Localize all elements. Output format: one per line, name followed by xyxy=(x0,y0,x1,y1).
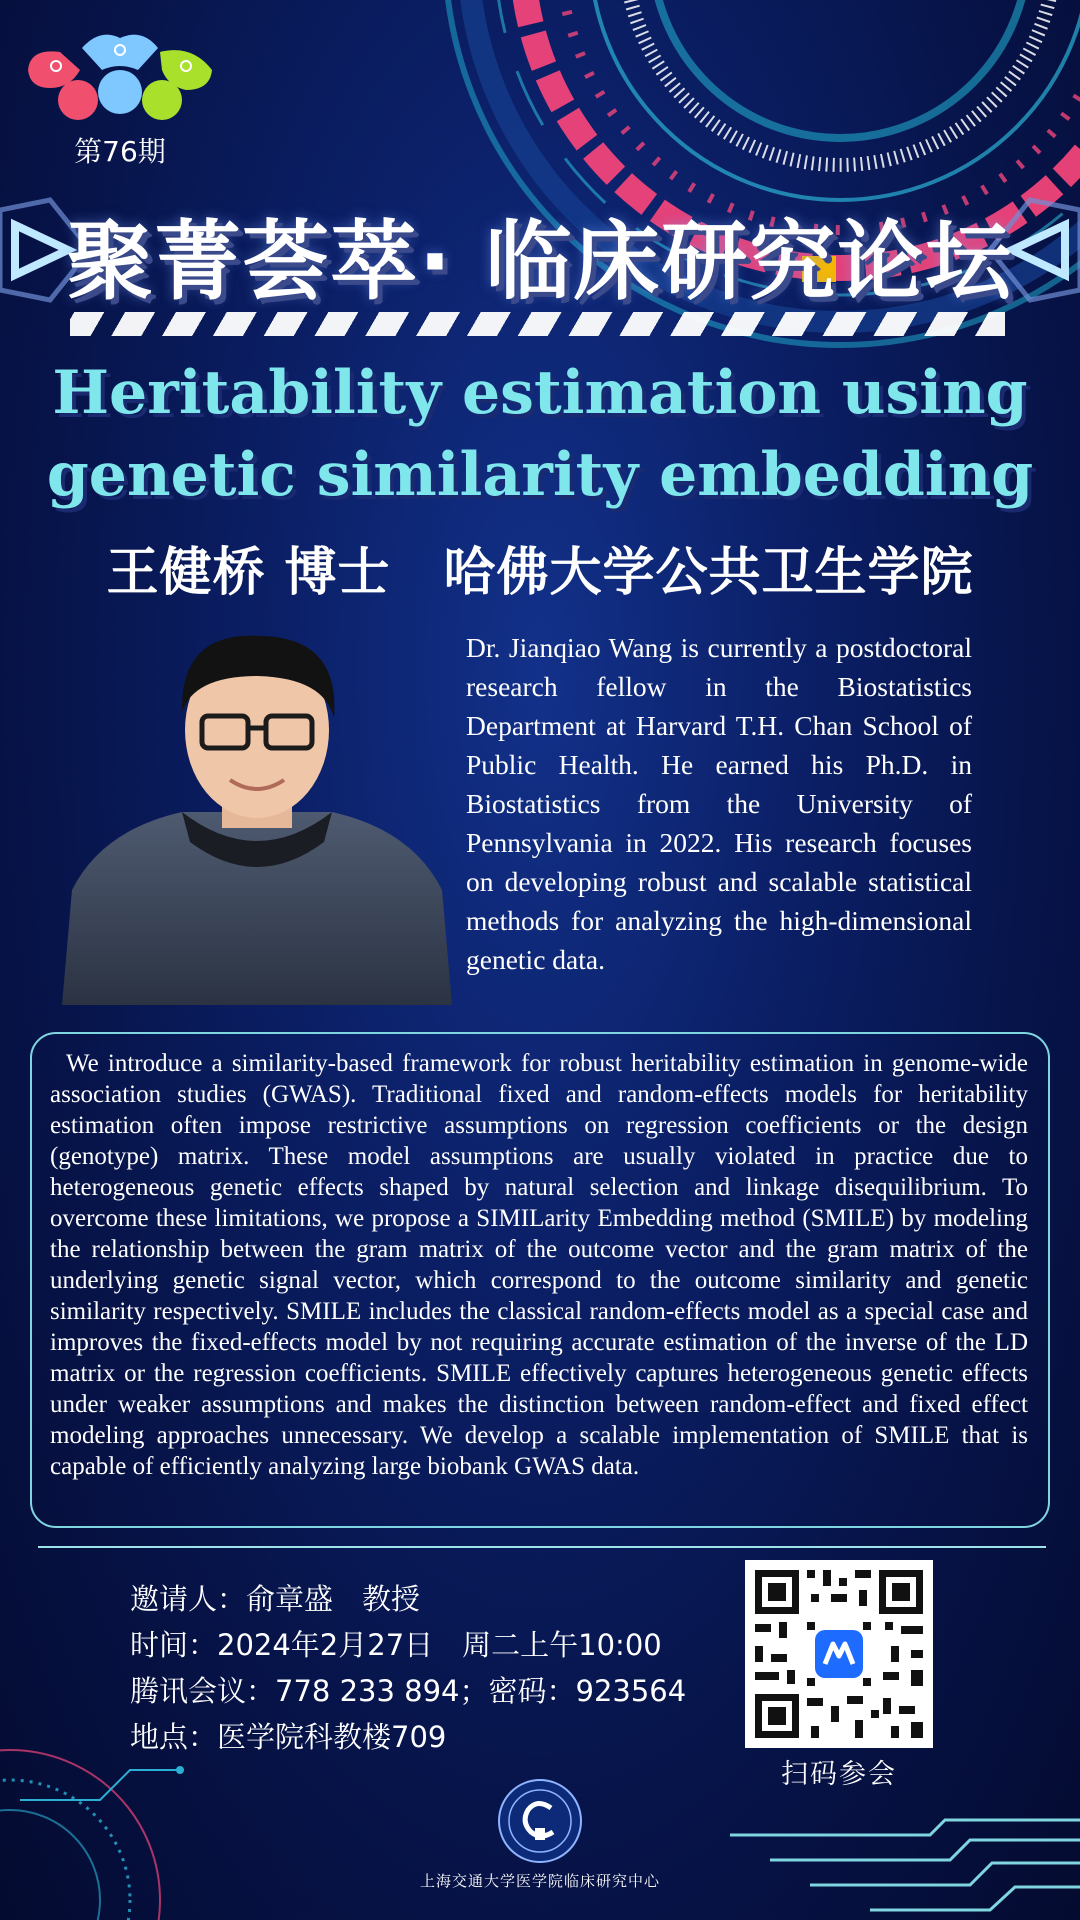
issue-label: 第76期 xyxy=(74,135,166,168)
speaker-photo xyxy=(62,620,452,1005)
qr-caption: 扫码参会 xyxy=(781,1759,897,1790)
decorative-circles xyxy=(0,1690,210,1920)
event-info xyxy=(130,1576,686,1760)
meeting-row: 腾讯会议：778 233 894；密码：923564 xyxy=(130,1674,687,1708)
abstract-box xyxy=(30,1032,1050,1528)
chinese-title: 聚菁荟萃· 临床研究论坛 xyxy=(66,212,1014,312)
qr-code-icon[interactable] xyxy=(745,1560,933,1748)
speaker-bio: Dr. Jianqiao Wang is currently a postdoctoral research fellow in the Biostatistics Department at Harvard T.H. Chan School of Public Health. He earned his Ph.D. in Biostatistics from the University of Pennsylvania in 2022. His research focuses on developing robust and scalable statistical methods for analyzing the high-dimensional genetic data. xyxy=(466,632,972,975)
decorative-lines xyxy=(730,1815,1080,1920)
english-title: Heritability estimation using genetic similarity embedding xyxy=(46,358,1034,510)
section-divider xyxy=(38,1546,1046,1548)
inviter-row: 邀请人：俞章盛 教授 xyxy=(130,1582,421,1616)
forum-logo-icon xyxy=(20,30,220,130)
footer-text: 上海交通大学医学院临床研究中心 xyxy=(419,1872,660,1890)
abstract-text: We introduce a similarity-based framework for robust heritability estimation in genome-wide association studies (GWAS). Traditional fixed and random-effects models for heritability estimation often impose restrictive assumptions on regression coefficients or the design (genotype) matrix. These model assumptions are usually violated in practice due to heterogeneous genetic effects shaped by natural selection and linkage disequilibrium. To overcome these limitations, we propose a SIMILarity Embedding method (SMILE) by modeling the relationship between the gram matrix of the outcome vector and the gram matrix of the underlying genetic signal vector, which correspond to the outcome similarity and genetic similarity respectively. SMILE includes the classical random-effects model as a special case and improves the fixed-effects model by not requiring accurate estimation of the inverse of the LD matrix or the regression coefficients. SMILE effectively captures heterogeneous genetic effects under weaker assumptions and makes the distinction between random-effect and fixed effect modeling approaches unnecessary. We develop a scalable implementation of SMILE that is capable of efficiently analyzing large biobank GWAS data. xyxy=(50,1050,1028,1480)
university-seal-icon xyxy=(497,1778,583,1864)
stripe-divider xyxy=(70,312,1005,336)
location-row: 地点：医学院科教楼709 xyxy=(130,1720,447,1754)
time-row: 时间：2024年2月27日 周二上午10:00 xyxy=(130,1628,662,1662)
speaker-line: 王健桥 博士 哈佛大学公共卫生学院 xyxy=(106,543,974,603)
